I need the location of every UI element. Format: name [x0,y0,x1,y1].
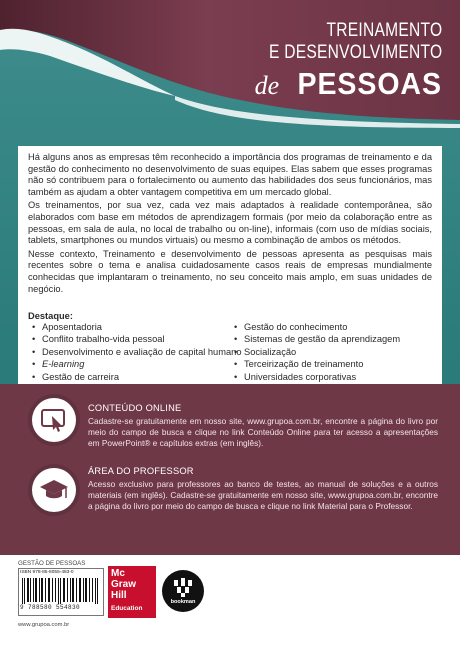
list-item: • E-learning [30,358,242,370]
paragraph-1: Há alguns anos as empresas têm reconhecido a importância dos programas de treinamento e da gestão do conhecimento no desenvolvimento de suas equipes. Elas sabem que esses programas não só contribuem para o fortalecimento ou aumento das habilidades dos seus funcionários, mas também as ajudam a obter vantagem competitiva em um mercado global. [28,152,432,197]
highlights-right-list [232,321,400,383]
book-title [231,20,442,102]
title-line-1: TREINAMENTO [326,20,442,41]
website-url: www.grupoa.com.br [18,622,70,628]
paragraph-2: Os treinamentos, por sua vez, cada vez mais adaptados à realidade contemporânea, são elaborados com base em métodos de aprendizagem formais (por meio da colaboração entre as pessoas, em sala de aula, no local de trabalho ou on-line), informais (com uso de mídias sociais, tablets, smartphones ou mundos virtuais) ou mesmo a combinação de ambos os métodos. [28,200,432,246]
logo-education: Education [111,605,143,612]
list-item: • Socialização [232,346,400,358]
isbn-text: ISBN 978-85-8055-483-0 [20,570,74,575]
bookman-label: bookman [170,599,196,605]
list-item: • Universidades corporativas [232,371,400,383]
bookman-logo [162,570,204,612]
description-text [28,152,432,297]
logo-mc: Mc [111,568,125,579]
list-item: • Gestão de carreira [30,371,242,383]
graduation-cap-icon [32,468,76,512]
list-item: • Aposentadoria [30,321,242,333]
mcgraw-hill-logo [108,566,156,618]
list-item: • Gestão do conhecimento [232,321,400,333]
list-item: • Sistemas de gestão da aprendizagem [232,333,400,345]
list-item: • Terceirização de treinamento [232,358,400,370]
online-content-title: CONTEÚDO ONLINE [88,403,182,413]
online-content-text: Cadastre-se gratuitamente em nosso site, www.grupoa.com.br, encontre a página do livro por meio do campo de busca e clique no link Conteúdo Online para ter acesso a apresentações em PowerPoint® e capítulos extras (em inglês). [88,416,438,449]
highlights-title: Destaque: [28,311,73,321]
paragraph-3: Nesse contexto, Treinamento e desenvolvimento de pessoas apresenta as pesquisas mais recentes sobre o tema e analisa cuidadosamente casos reais de empresas mundialmente conhecidas que implantaram o treinamento, no seu conceito mais amplo, em suas unidades de negócio. [28,248,432,294]
highlights-left-list [30,321,242,383]
professor-area-text: Acesso exclusivo para professores ao banco de testes, ao manual de soluções e a outros materiais (em inglês). Cadastre-se gratuitamente em nosso site, www.grupoa.com.br, encontre a página do livro por meio do campo de busca e clique no link Material para o Professor. [88,479,438,512]
logo-hill: Hill [111,590,127,601]
barcode [21,578,99,604]
list-item: • Conflito trabalho-vida pessoal [30,333,242,345]
list-item: • Desenvolvimento e avaliação de capital humano [30,346,242,358]
category-label: GESTÃO DE PESSOAS [18,560,86,567]
mouse-click-icon [32,398,76,442]
title-de: de [254,71,280,100]
title-pessoas: PESSOAS [297,66,442,101]
barcode-number: 9 788580 554830 [20,604,81,611]
title-line-2: E DESENVOLVIMENTO [268,42,442,63]
professor-area-title: ÁREA DO PROFESSOR [88,466,194,476]
logo-graw: Graw [111,579,137,590]
